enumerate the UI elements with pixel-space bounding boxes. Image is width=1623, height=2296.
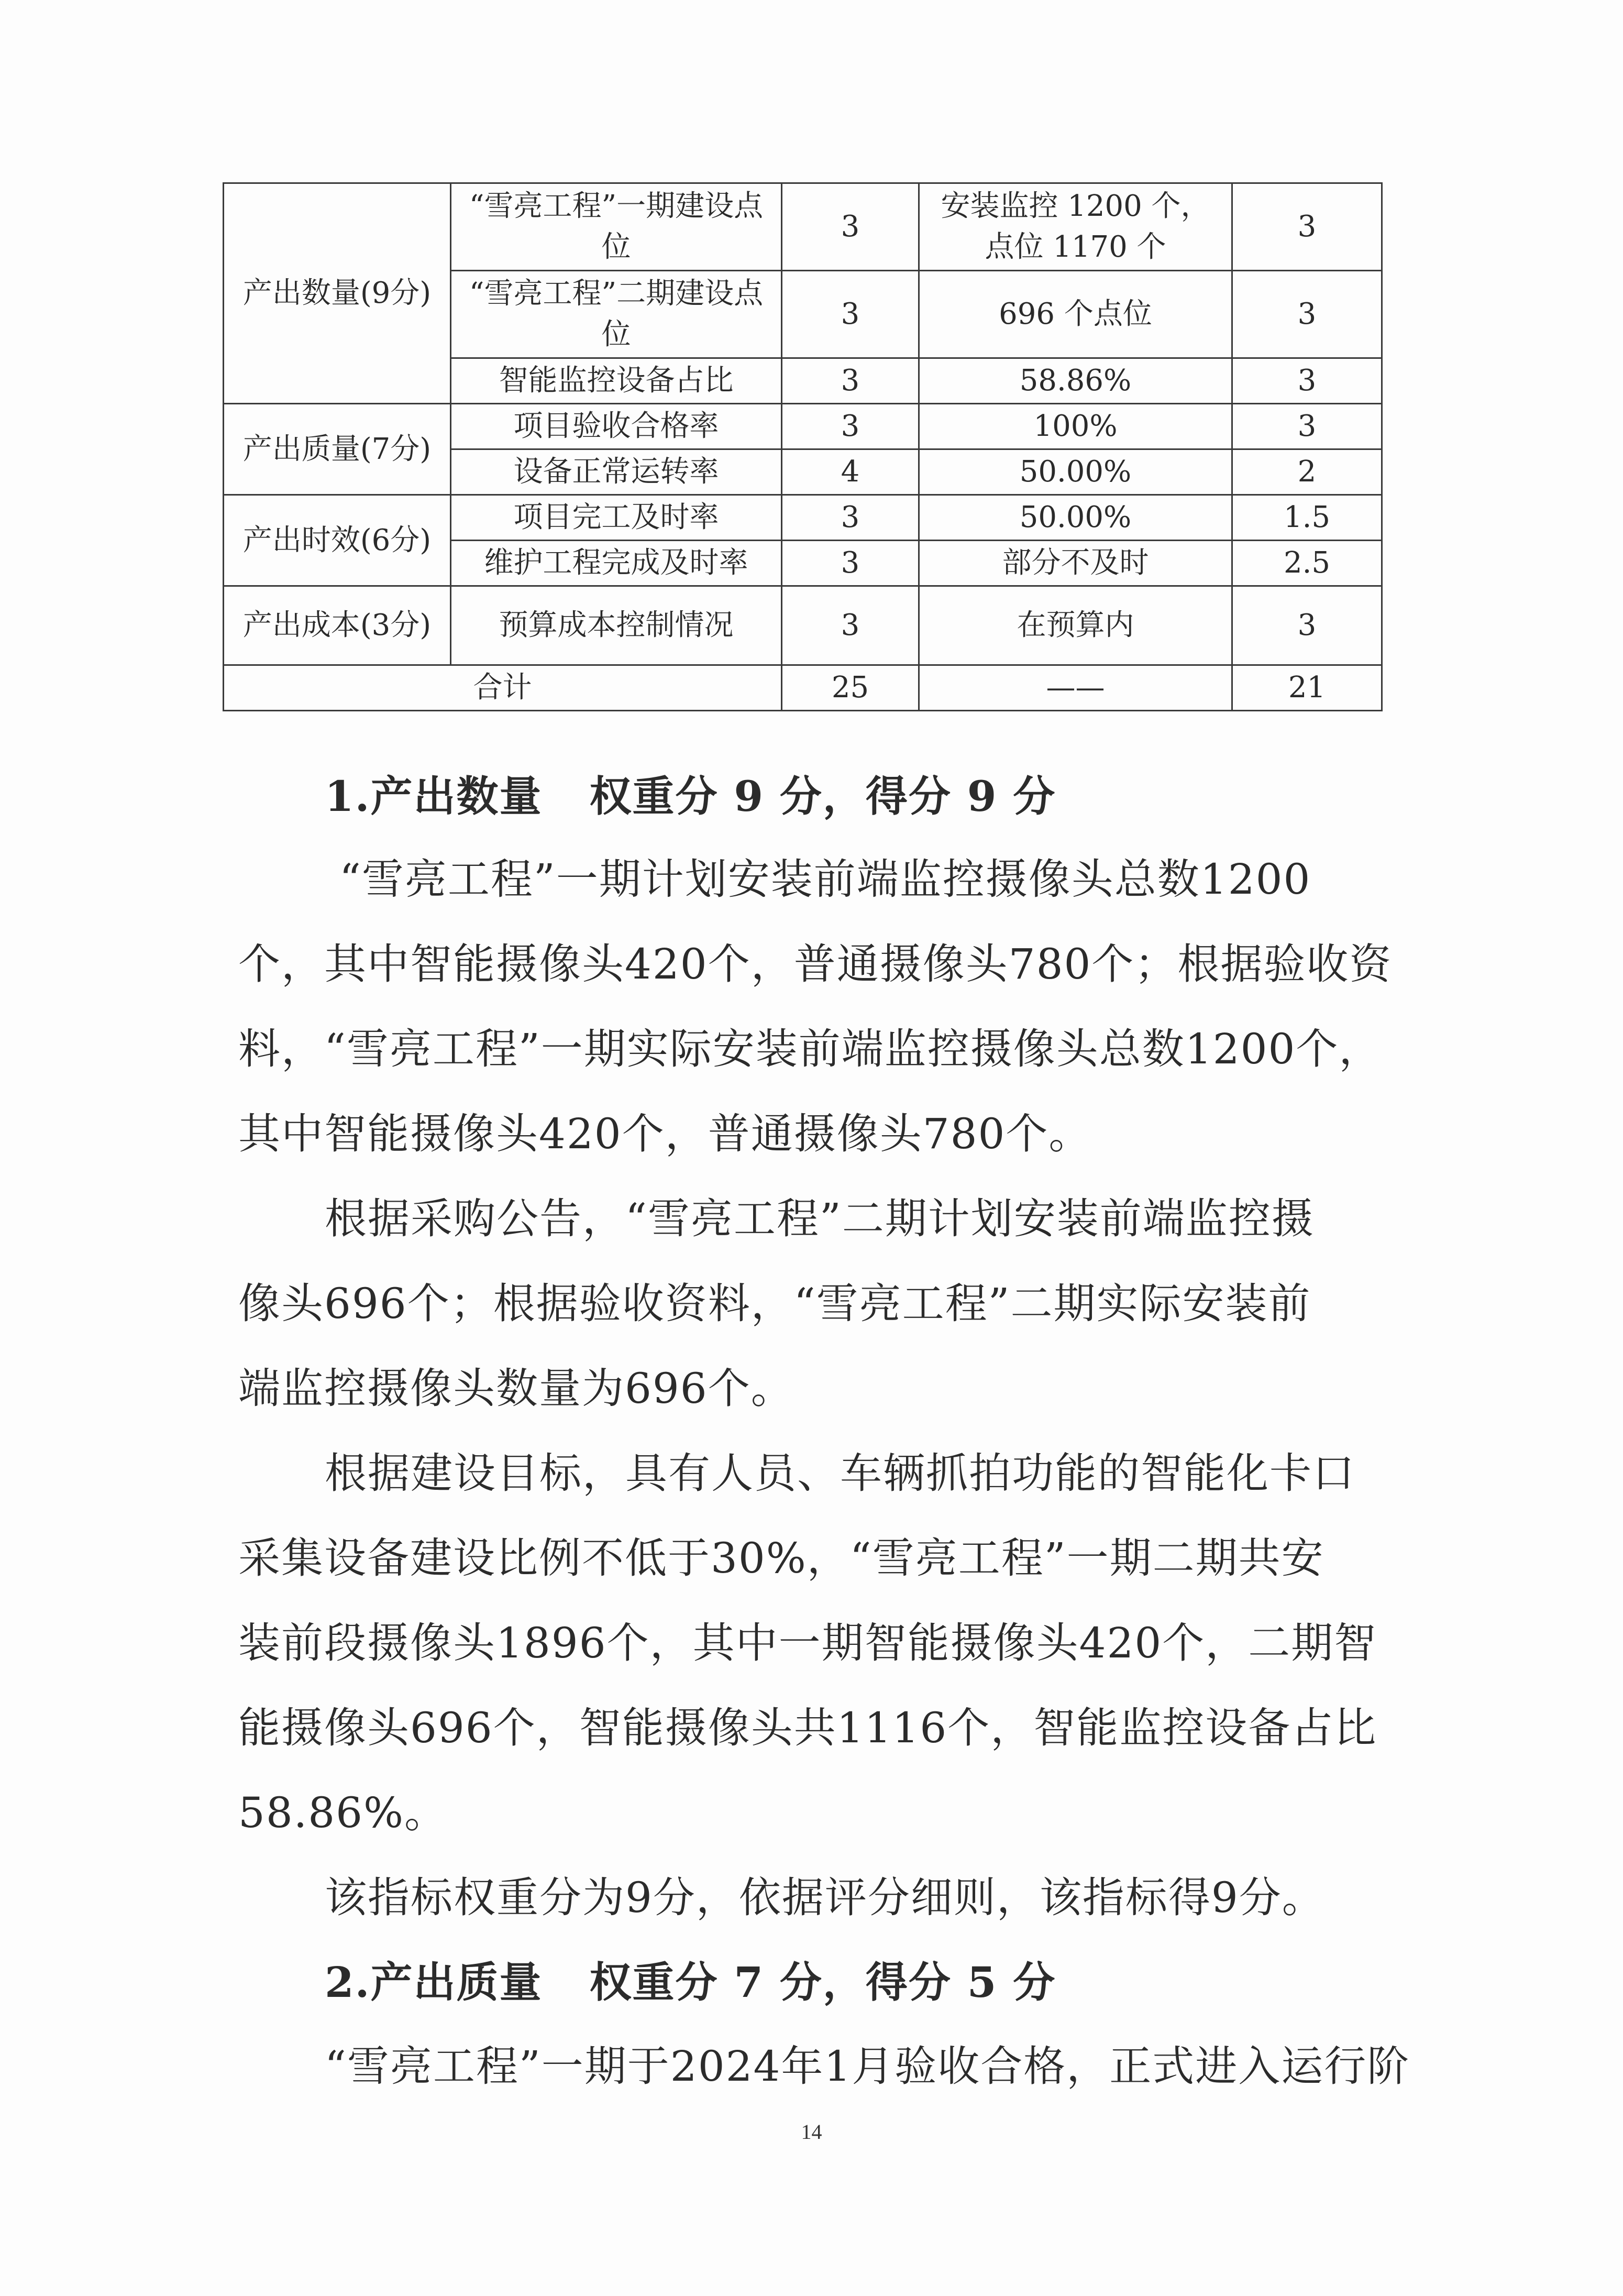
paragraph-line: 根据建设目标，具有人员、车辆抓拍功能的智能化卡口: [325, 1449, 1355, 1498]
total-weight-cell: 25: [782, 665, 919, 711]
indicator-line: “雪亮工程”一期建设点: [469, 189, 764, 223]
performance-score-table: [223, 182, 1383, 711]
weight-cell: 4: [782, 449, 919, 495]
indicator-cell: 项目完工及时率: [451, 495, 782, 541]
heading-number: 1.产出数量: [325, 772, 543, 821]
weight-cell: 3: [782, 495, 919, 541]
score-cell: 3: [1232, 586, 1382, 665]
actual-line: 点位 1170 个: [985, 230, 1166, 264]
weight-cell: 3: [782, 404, 919, 449]
indicator-cell: 智能监控设备占比: [451, 358, 782, 404]
weight-cell: 3: [782, 358, 919, 404]
category-cell: 产出质量(7分): [224, 404, 451, 495]
score-cell: 3: [1232, 271, 1382, 358]
page-number: 14: [801, 2120, 822, 2144]
indicator-cell: [451, 271, 782, 358]
paragraph-line: 像头696个；根据验收资料，“雪亮工程”二期实际安装前: [238, 1279, 1311, 1328]
paragraph-line: 料，“雪亮工程”一期实际安装前端监控摄像头总数1200个，: [238, 1025, 1382, 1073]
paragraph-line: 个，其中智能摄像头420个，普通摄像头780个；根据验收资: [238, 940, 1393, 988]
section-heading-output-quantity: [325, 763, 1056, 823]
table-row: [224, 183, 1382, 271]
actual-cell: 58.86%: [919, 358, 1232, 404]
actual-cell: 在预算内: [919, 586, 1232, 665]
paragraph-line: 能摄像头696个，智能摄像头共1116个，智能监控设备占比: [238, 1704, 1377, 1752]
actual-cell: 50.00%: [919, 495, 1232, 541]
paragraph-line: “雪亮工程”一期计划安装前端监控摄像头总数1200: [339, 855, 1311, 904]
score-cell: 3: [1232, 358, 1382, 404]
section-heading-output-quality: [325, 1949, 1056, 2009]
score-cell: 3: [1232, 183, 1382, 271]
paragraph-line: 该指标权重分为9分，依据评分细则，该指标得9分。: [325, 1873, 1325, 1922]
score-cell: 2: [1232, 449, 1382, 495]
total-label-cell: 合计: [224, 665, 782, 711]
paragraph-line: 58.86%。: [238, 1788, 448, 1837]
weight-cell: 3: [782, 271, 919, 358]
actual-line: 安装监控 1200 个，: [941, 189, 1210, 223]
table-row: [224, 586, 1382, 665]
paragraph-line: 端监控摄像头数量为696个。: [238, 1364, 794, 1413]
actual-cell: 部分不及时: [919, 541, 1232, 586]
table-row: [224, 495, 1382, 541]
indicator-cell: [451, 183, 782, 271]
paragraph-line: 采集设备建设比例不低于30%，“雪亮工程”一期二期共安: [238, 1534, 1324, 1583]
heading-score: 权重分 7 分，得分 5 分: [589, 1958, 1056, 2007]
score-cell: 3: [1232, 404, 1382, 449]
actual-cell: 696 个点位: [919, 271, 1232, 358]
weight-cell: 3: [782, 541, 919, 586]
heading-number: 2.产出质量: [325, 1958, 543, 2007]
actual-cell: [919, 183, 1232, 271]
indicator-cell: 设备正常运转率: [451, 449, 782, 495]
heading-score: 权重分 9 分，得分 9 分: [589, 772, 1056, 821]
paragraph-line: “雪亮工程”一期于2024年1月验收合格，正式进入运行阶: [325, 2042, 1410, 2091]
category-cell: 产出数量(9分): [224, 183, 451, 404]
table-total-row: [224, 665, 1382, 711]
category-cell: 产出成本(3分): [224, 586, 451, 665]
total-actual-cell: ——: [919, 665, 1232, 711]
score-cell: 1.5: [1232, 495, 1382, 541]
indicator-line: “雪亮工程”二期建设点: [469, 277, 764, 311]
score-cell: 2.5: [1232, 541, 1382, 586]
indicator-line: 位: [601, 230, 631, 264]
indicator-cell: 项目验收合格率: [451, 404, 782, 449]
weight-cell: 3: [782, 586, 919, 665]
weight-cell: 3: [782, 183, 919, 271]
category-cell: 产出时效(6分): [224, 495, 451, 586]
indicator-cell: 维护工程完成及时率: [451, 541, 782, 586]
table-row: [224, 404, 1382, 449]
actual-cell: 50.00%: [919, 449, 1232, 495]
actual-cell: 100%: [919, 404, 1232, 449]
indicator-cell: 预算成本控制情况: [451, 586, 782, 665]
paragraph-line: 装前段摄像头1896个，其中一期智能摄像头420个，二期智: [238, 1619, 1377, 1667]
indicator-line: 位: [601, 317, 631, 351]
total-score-cell: 21: [1232, 665, 1382, 711]
paragraph-line: 根据采购公告，“雪亮工程”二期计划安装前端监控摄: [325, 1194, 1315, 1243]
paragraph-line: 其中智能摄像头420个，普通摄像头780个。: [238, 1109, 1092, 1158]
